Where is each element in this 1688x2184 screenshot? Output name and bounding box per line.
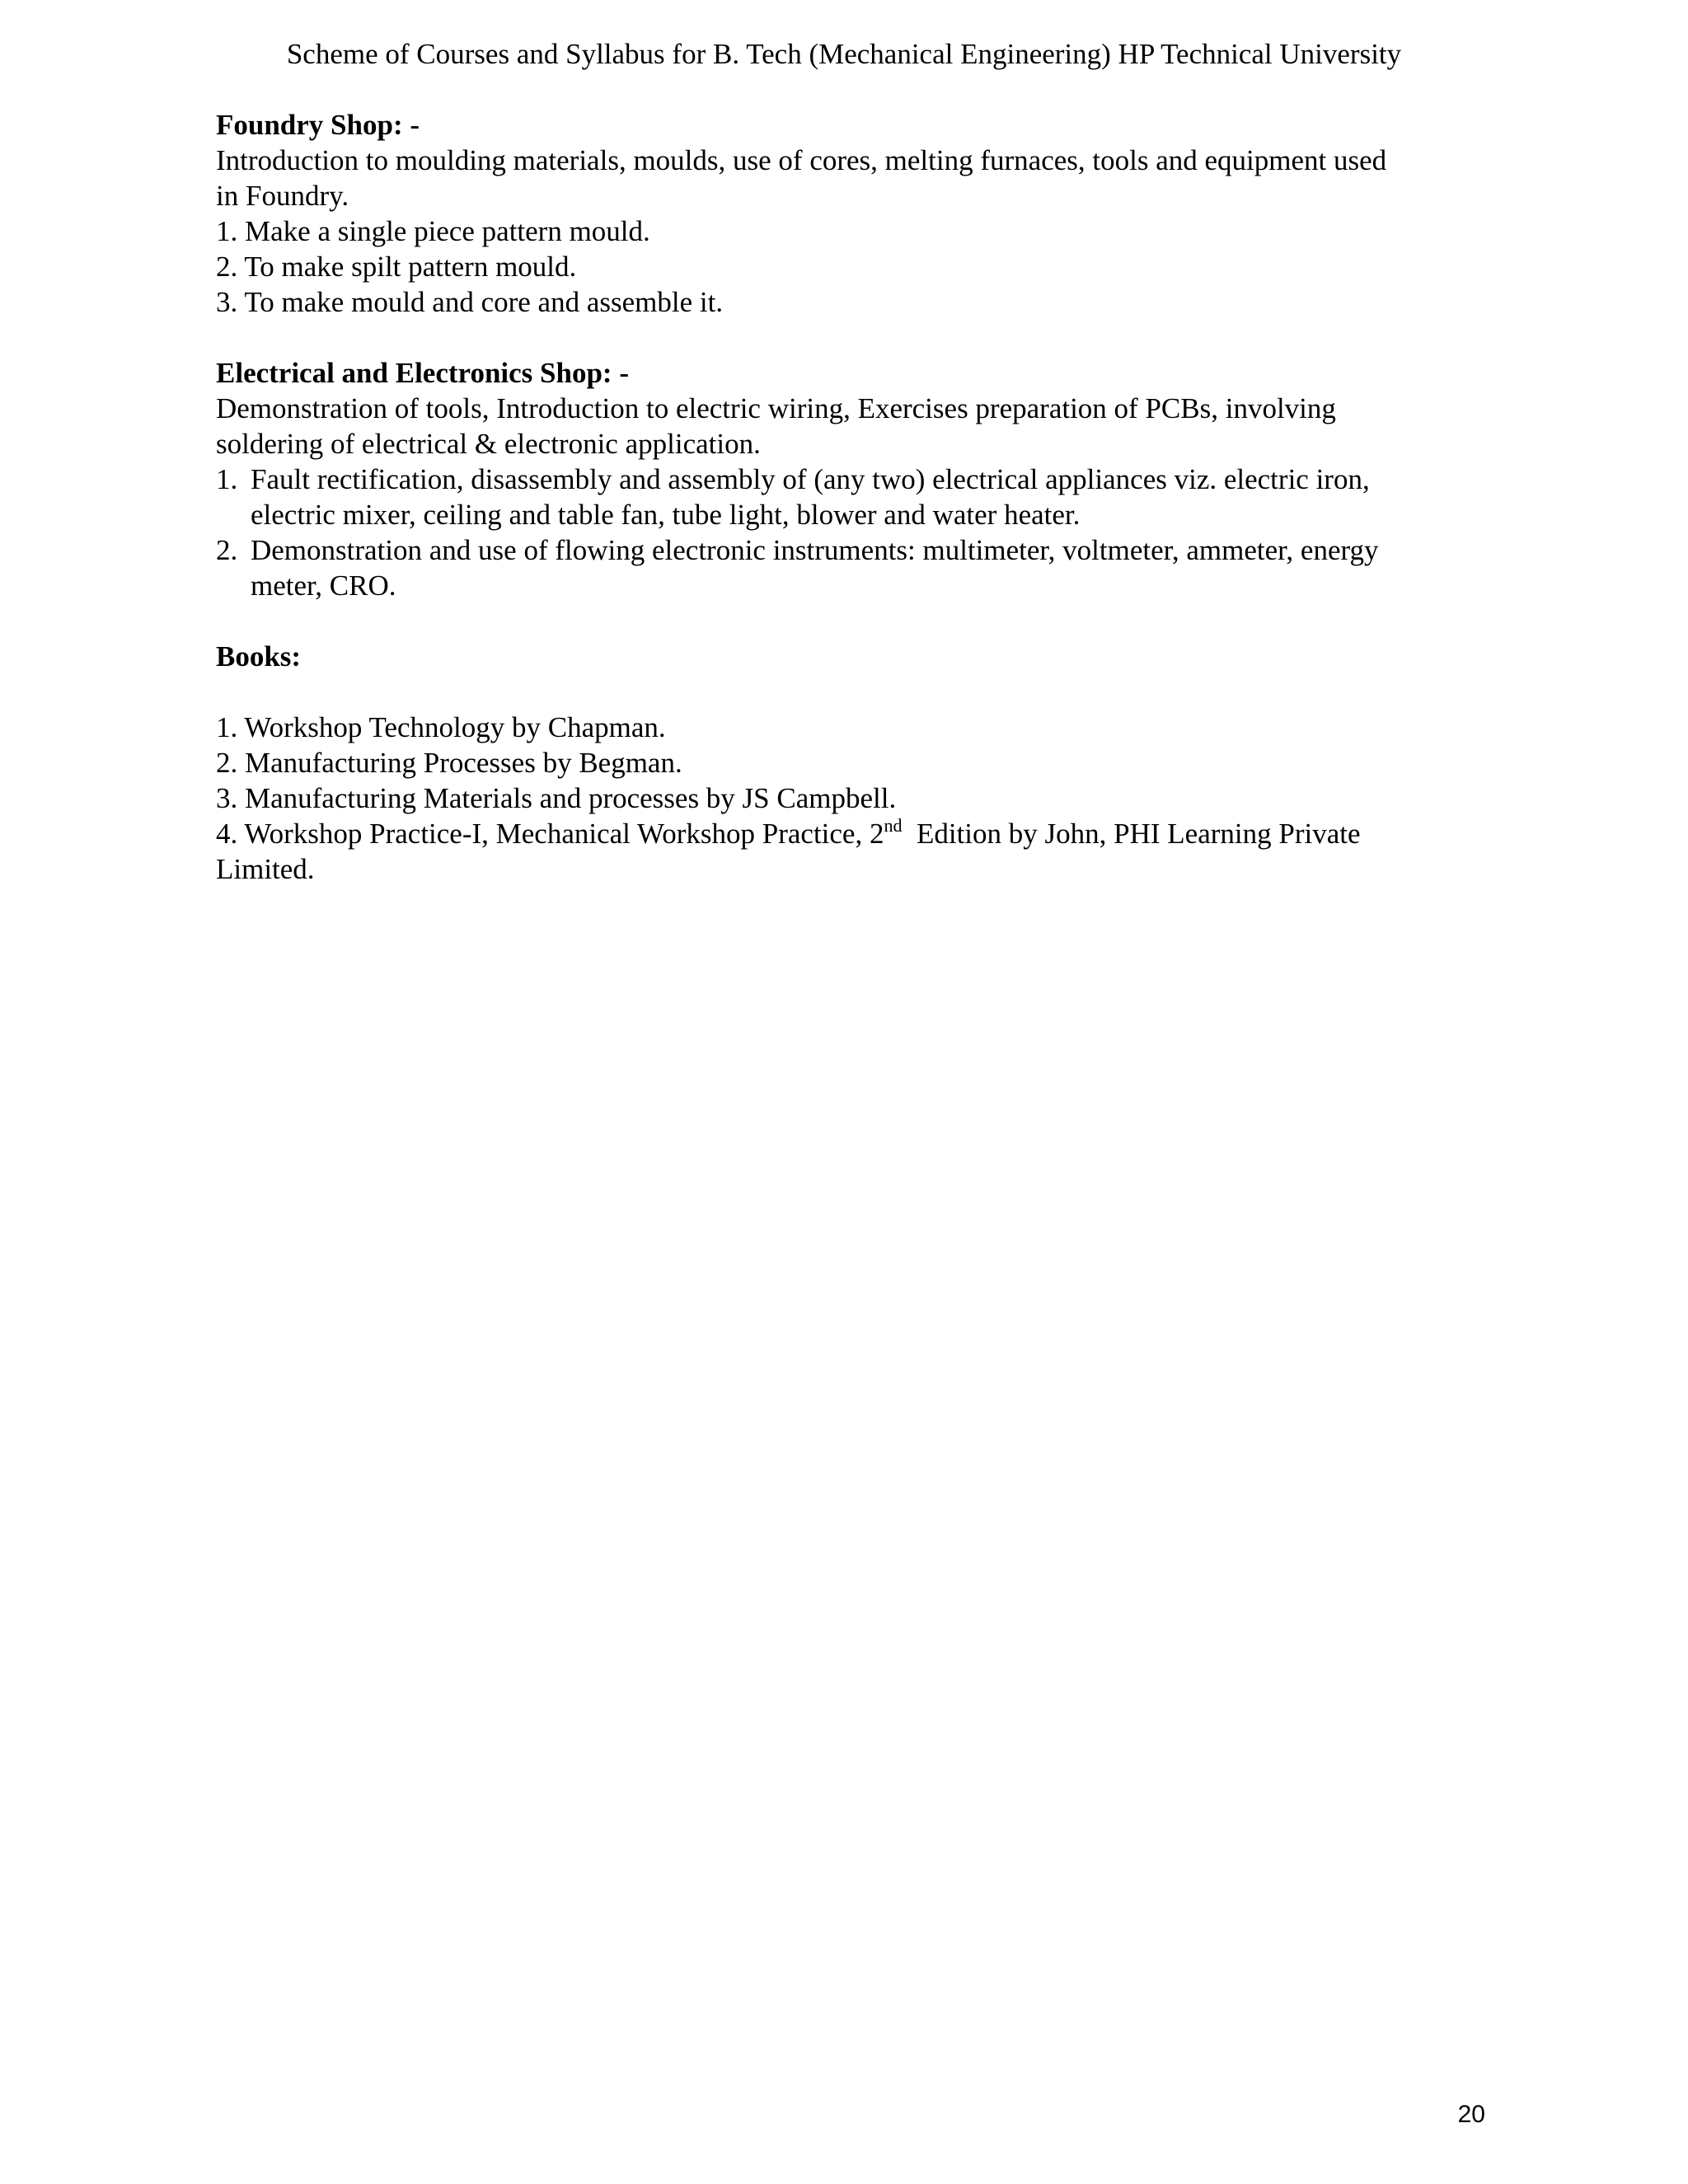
section-spacer (216, 603, 1502, 639)
page-header: Scheme of Courses and Syllabus for B. Tech (Mechanical Engineering) HP Technical University (286, 38, 1402, 70)
electrical-list-item (216, 532, 1502, 603)
foundry-intro-line: in Foundry. (216, 180, 349, 212)
foundry-list-item: 2. To make spilt pattern mould. (216, 251, 577, 283)
list-item-text: Fault rectification, disassembly and assembly of (any two) electrical appliances viz. electric iron, (251, 463, 1370, 495)
book-item: 2. Manufacturing Processes by Begman. (216, 747, 682, 779)
book-item-continuation: Limited. (216, 853, 315, 885)
electrical-shop-heading: Electrical and Electronics Shop: - (216, 357, 629, 389)
list-item-number: 1. (216, 463, 238, 495)
books-heading: Books: (216, 640, 302, 673)
section-spacer (216, 320, 1502, 355)
page-content (216, 107, 1502, 887)
electrical-intro-line: soldering of electrical & electronic application. (216, 428, 761, 460)
ordinal-superscript: nd (884, 815, 903, 836)
foundry-list-item: 3. To make mould and core and assemble it. (216, 286, 724, 318)
list-item-number: 2. (216, 534, 238, 566)
list-item-text: electric mixer, ceiling and table fan, tube light, blower and water heater. (251, 499, 1081, 531)
foundry-shop-heading: Foundry Shop: - (216, 109, 420, 141)
electrical-list-item (216, 462, 1502, 532)
book-item: 3. Manufacturing Materials and processes by JS Campbell. (216, 782, 897, 814)
foundry-list-item: 1. Make a single piece pattern mould. (216, 215, 650, 247)
book-item (216, 816, 1502, 851)
foundry-intro-line: Introduction to moulding materials, moulds, use of cores, melting furnaces, tools and equipment used (216, 144, 1387, 176)
book-item-text: 4. Workshop Practice-I, Mechanical Workshop Practice, 2 (216, 818, 884, 850)
book-item: 1. Workshop Technology by Chapman. (216, 711, 666, 743)
list-item-text: meter, CRO. (251, 569, 396, 602)
list-item-text: Demonstration and use of flowing electronic instruments: multimeter, voltmeter, ammeter, energy (251, 534, 1379, 566)
section-spacer (216, 674, 1502, 710)
page-number: 20 (1457, 2101, 1485, 2128)
electrical-intro-line: Demonstration of tools, Introduction to electric wiring, Exercises preparation of PCBs, involving (216, 392, 1336, 424)
book-item-text: Edition by John, PHI Learning Private (902, 818, 1361, 850)
